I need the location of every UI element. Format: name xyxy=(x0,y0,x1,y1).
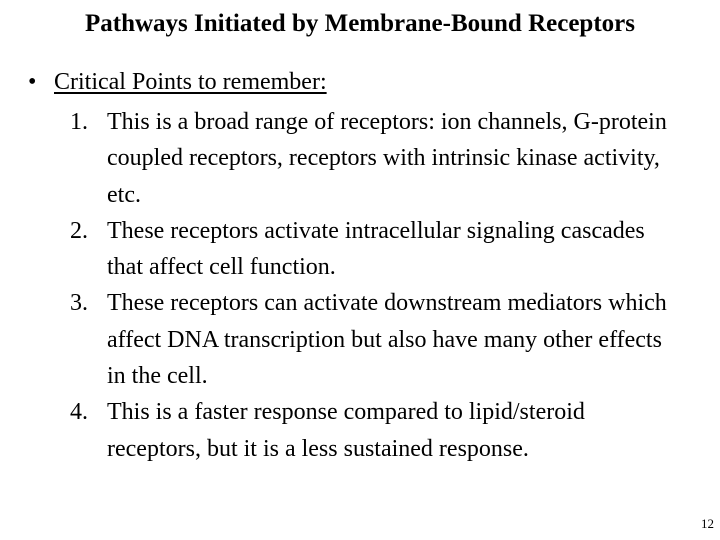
item-number: 1. xyxy=(70,109,88,135)
list-item xyxy=(70,213,710,286)
item-number: 3. xyxy=(70,290,88,317)
list-item xyxy=(70,104,710,213)
item-text: These receptors activate intracellular signaling cascades that affect cell function. xyxy=(107,217,645,281)
item-text: These receptors can activate downstream mediators which affect DNA transcription but also have many other effects in the cell. xyxy=(107,290,667,390)
list-item xyxy=(70,394,710,467)
item-text: This is a broad range of receptors: ion channels, G-protein coupled receptors, receptors with intrinsic kinase activity, etc. xyxy=(107,109,667,208)
item-text: This is a faster response compared to lipid/steroid receptors, but it is a less sustained response. xyxy=(107,399,585,462)
bullet-text: Critical Points to remember: xyxy=(54,69,327,95)
critical-points-list xyxy=(70,104,710,467)
critical-points-bullet xyxy=(28,66,327,98)
bullet-dot: • xyxy=(28,69,37,95)
item-number: 4. xyxy=(70,399,88,426)
slide-number: 12 xyxy=(701,516,714,531)
list-item xyxy=(70,285,710,394)
slide-title: Pathways Initiated by Membrane-Bound Receptors xyxy=(85,10,635,37)
item-number: 2. xyxy=(70,217,88,244)
